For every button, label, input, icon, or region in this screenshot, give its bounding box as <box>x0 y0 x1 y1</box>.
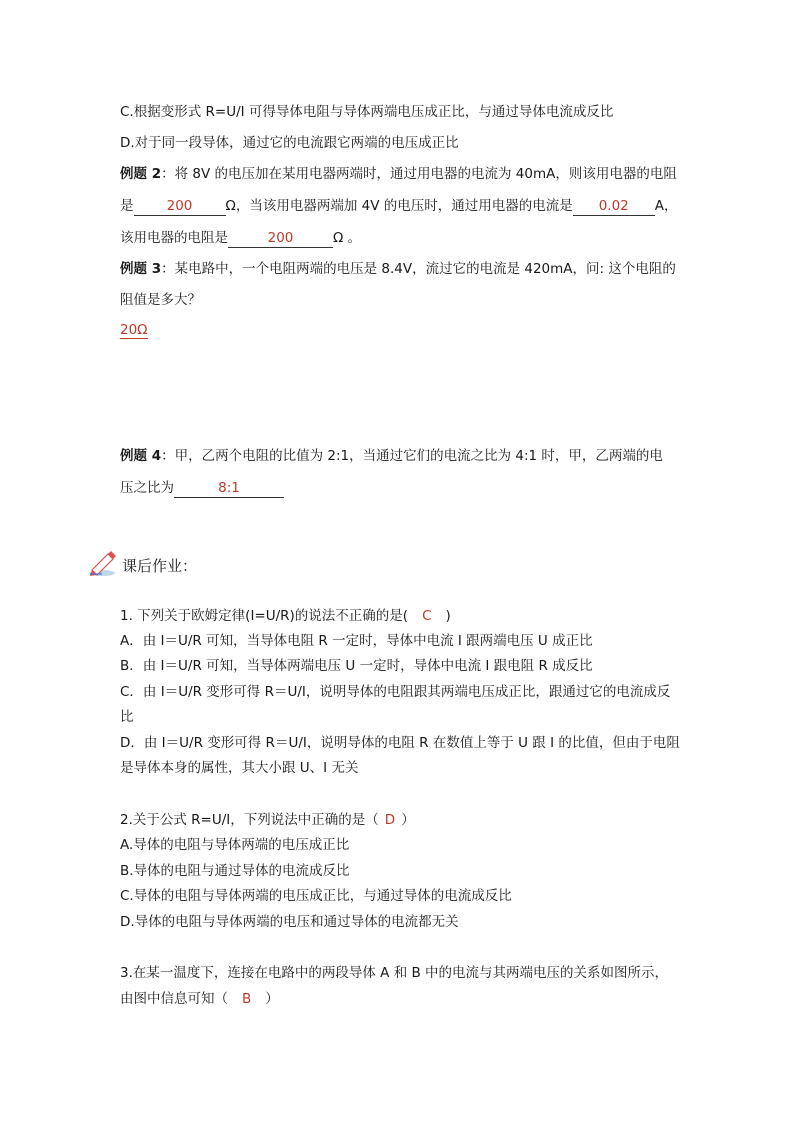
answer-blank-resistance-2: 200 <box>228 230 333 248</box>
example-3-text: ：某电路中，一个电阻两端的电压是 8.4V，流过它的电流是 420mA，问: 这个电阻的 <box>161 261 676 277</box>
question-3-answer: B <box>242 991 252 1007</box>
question-3-stem: 3.在某一温度下，连接在电路中的两段导体 A 和 B 中的电流与其两端电压的关系如图所示， <box>120 965 669 981</box>
example-4-line-2 <box>120 478 284 498</box>
example-2-line-3 <box>120 228 361 248</box>
answer-blank-voltage-ratio: 8:1 <box>174 480 284 498</box>
example-2-label: 例题 2 <box>120 166 162 182</box>
question-1-answer: C <box>422 608 432 624</box>
example-2-text: 是 <box>120 198 134 214</box>
example-3-line-1 <box>120 259 676 279</box>
homework-title: 课后作业： <box>122 556 198 575</box>
question-2-option-d: D.导体的电阻与导体两端的电压和通过导体的电流都无关 <box>120 914 459 930</box>
example-2-line-1 <box>120 164 677 184</box>
example-4-text: 压之比为 <box>120 480 174 496</box>
example-3-label: 例题 3 <box>120 261 162 277</box>
homework-header <box>88 550 197 580</box>
pencil-icon <box>88 549 118 581</box>
example-4-text: ：甲，乙两个电阻的比值为 2:1，当通过它们的电流之比为 4:1 时，甲，乙两端的电 <box>161 448 663 464</box>
example-4-label: 例题 4 <box>120 448 162 464</box>
answer-blank-resistance: 200 <box>134 198 226 216</box>
question-1-stem <box>120 606 451 626</box>
example-2-text: 该用电器的电阻是 <box>120 230 228 246</box>
example-3-answer-value: 20Ω <box>120 322 148 338</box>
question-3-text: 由图中信息可知（ <box>120 991 228 1007</box>
question-2-text: ） <box>401 812 415 828</box>
option-d-text: D.对于同一段导体，通过它的电流跟它两端的电压成正比 <box>120 135 459 151</box>
question-1-option-b: B．由 I＝U/R 可知，当导体两端电压 U 一定时，导体中电流 I 跟电阻 R 成反比 <box>120 658 593 674</box>
option-c-text: C.根据变形式 R=U/I 可得导体电阻与导体两端电压成正比，与通过导体电流成反比 <box>120 104 614 120</box>
question-1-option-c-cont: 比 <box>120 709 134 725</box>
answer-blank-current: 0.02 <box>573 198 655 216</box>
example-3-line-2: 阻值是多大？ <box>120 292 201 308</box>
question-1-text: 1. 下列关于欧姆定律(I=U/R)的说法不正确的是( <box>120 608 409 624</box>
question-2-option-c: C.导体的电阻与导体两端的电压成正比，与通过导体的电流成反比 <box>120 888 512 904</box>
example-4-line-1 <box>120 446 663 466</box>
question-1-option-a: A．由 I＝U/R 可知，当导体电阻 R 一定时，导体中电流 I 跟两端电压 U 成正比 <box>120 633 593 649</box>
example-3-answer <box>120 320 148 340</box>
question-1-option-d-cont: 是导体本身的属性，其大小跟 U、I 无关 <box>120 760 359 776</box>
question-3-text: ） <box>265 991 279 1007</box>
example-2-text: ：将 8V 的电压加在某用电器两端时，通过用电器的电流为 40mA，则该用电器的电阻 <box>161 166 677 182</box>
example-2-text: A， <box>654 198 678 214</box>
example-2-text: Ω，当该用电器两端加 4V 的电压时，通过用电器的电流是 <box>225 198 573 214</box>
question-2-option-b: B.导体的电阻与通过导体的电流成反比 <box>120 863 350 879</box>
question-2-answer: D <box>384 812 396 828</box>
question-1-option-c: C．由 I＝U/R 变形可得 R＝U/I，说明导体的电阻跟其两端电压成正比，跟通过它的电流成反 <box>120 684 671 700</box>
question-2-stem <box>120 810 415 830</box>
question-2-text: 2.关于公式 R=U/I，下列说法中正确的是（ <box>120 812 379 828</box>
question-3-stem-cont <box>120 989 279 1009</box>
example-2-line-2 <box>120 196 677 216</box>
question-1-text: ) <box>445 608 451 624</box>
question-2-option-a: A.导体的电阻与导体两端的电压成正比 <box>120 837 350 853</box>
question-1-option-d: D．由 I＝U/R 变形可得 R＝U/I，说明导体的电阻 R 在数值上等于 U 跟 I 的比值，但由于电阻 <box>120 735 680 751</box>
example-2-text: Ω 。 <box>333 230 362 246</box>
